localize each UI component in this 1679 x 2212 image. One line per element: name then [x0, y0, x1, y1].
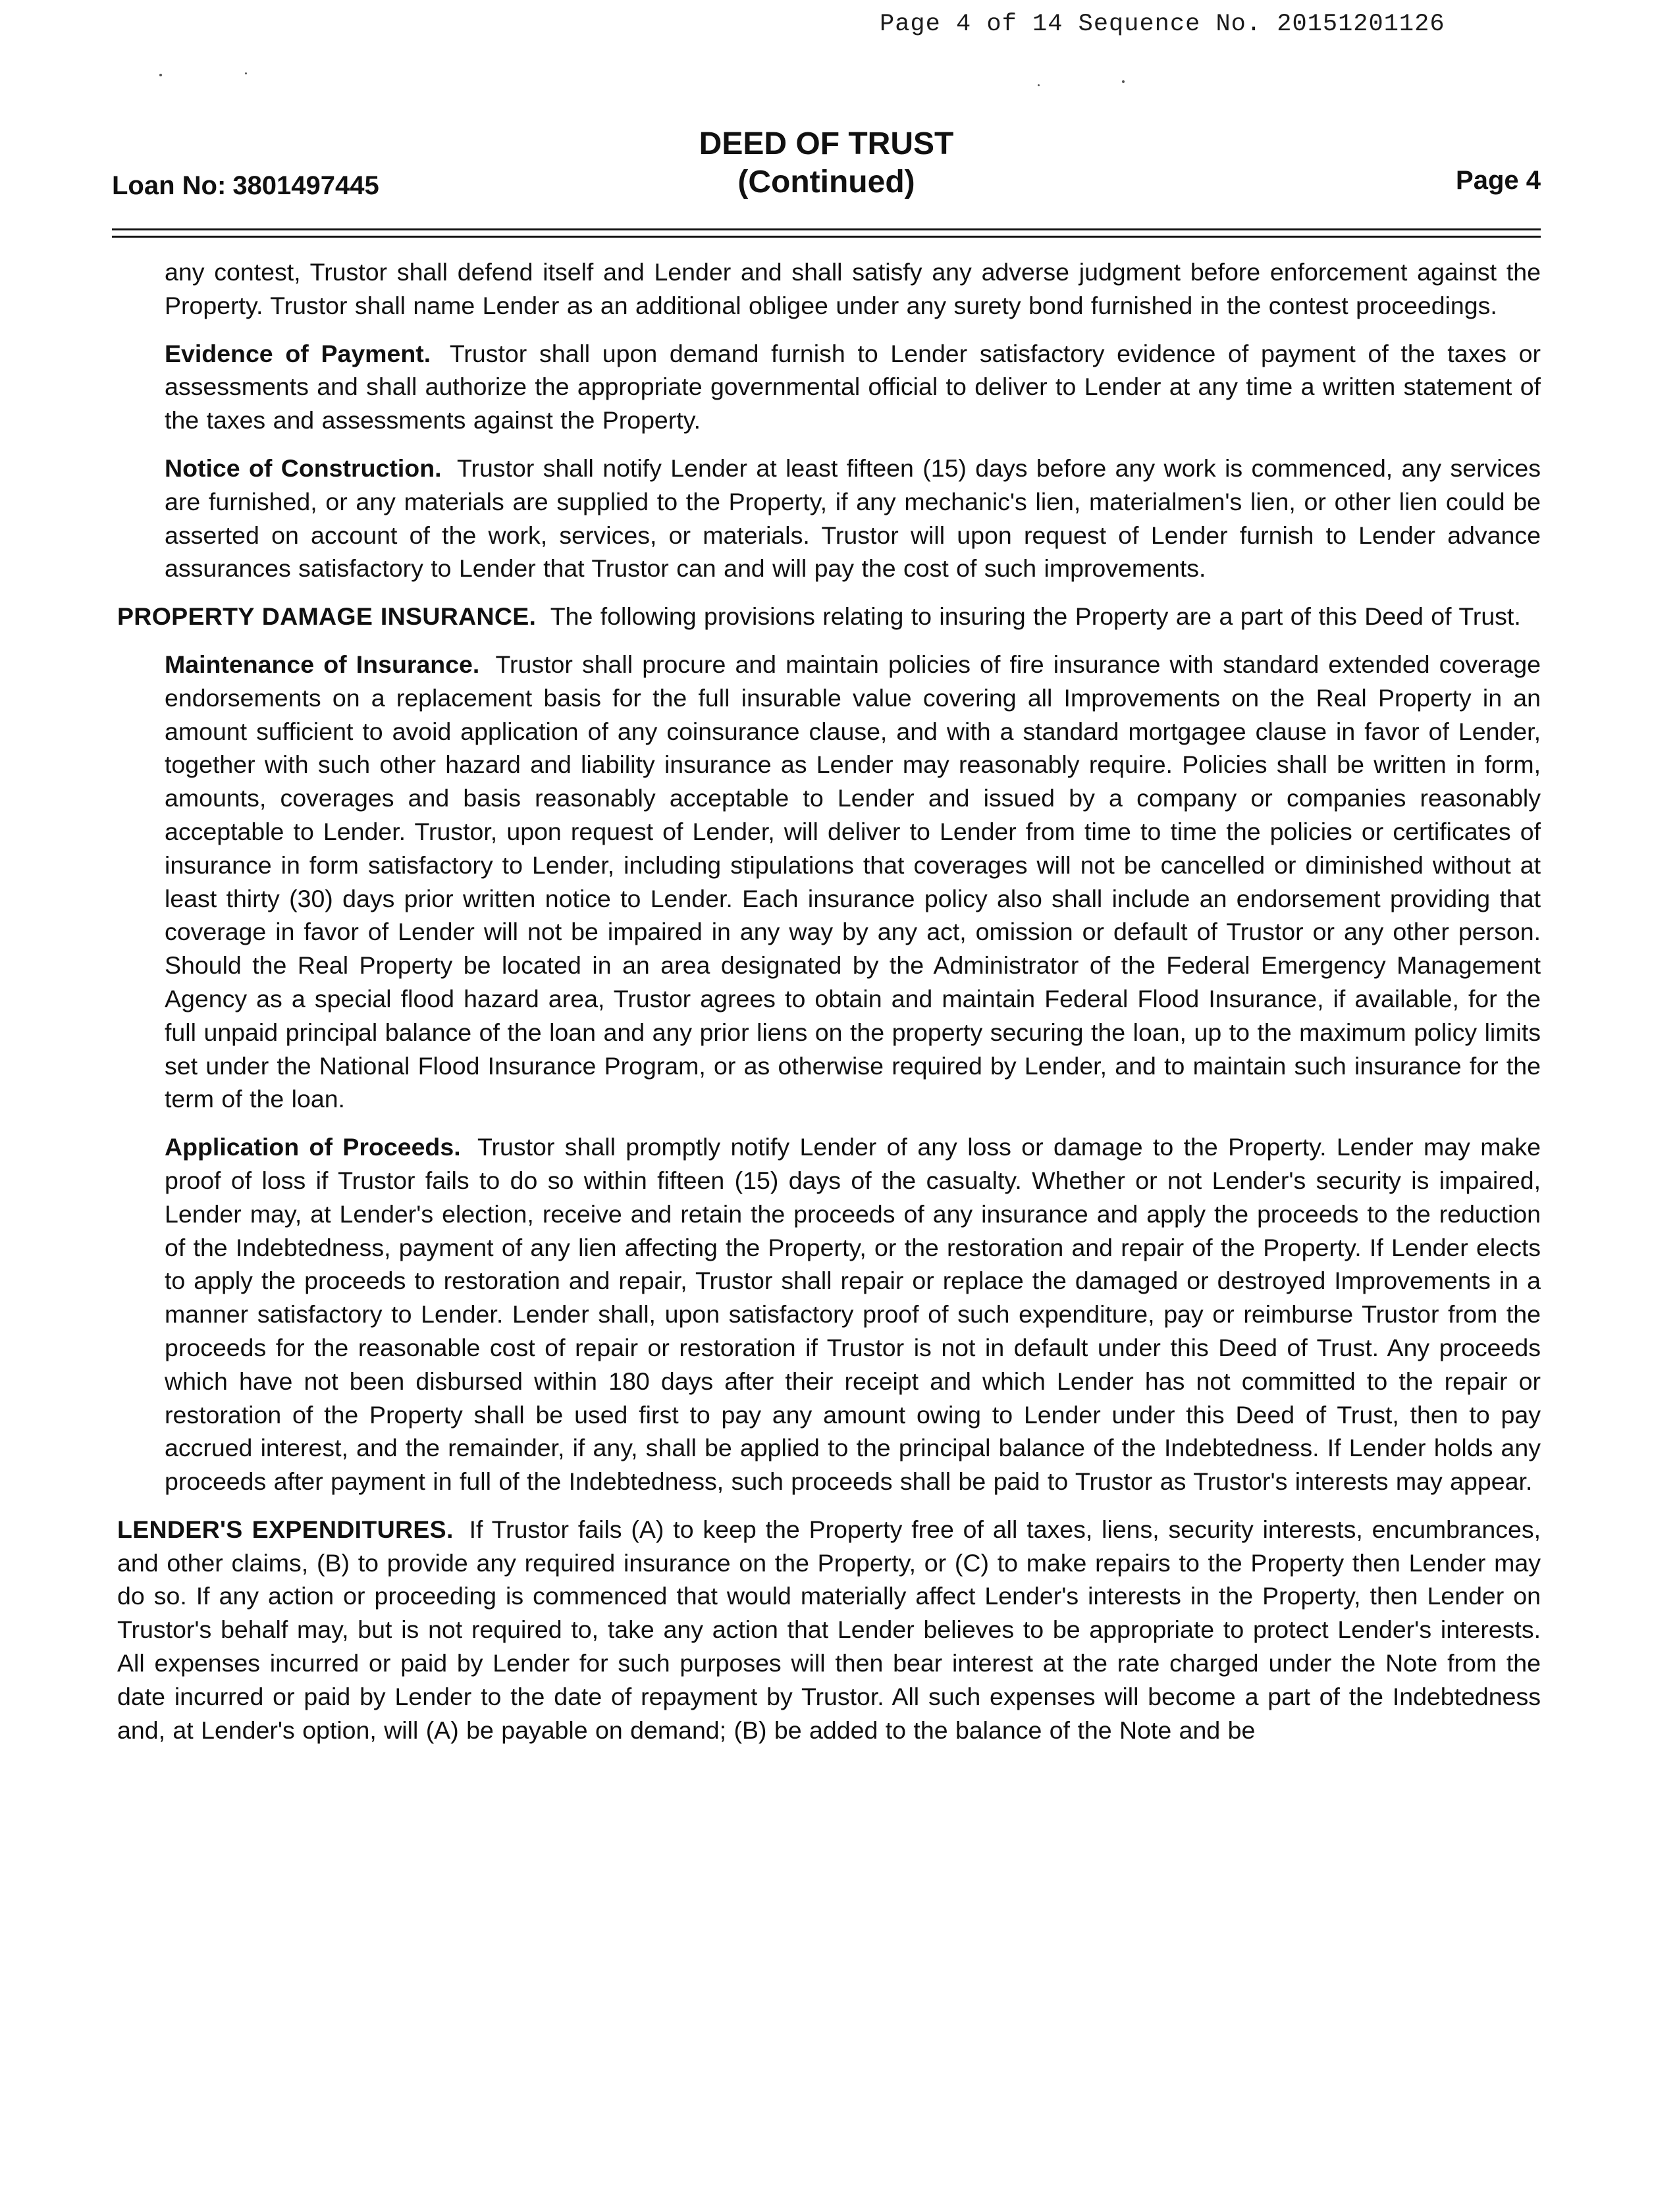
section-text: Trustor shall upon demand furnish to Lender satisfactory evidence of payment of the taxes or assessments and shall authorize the appropriate governmental official to deliver to Lender at any time a written statement of the taxes and assessments against the Property. — [165, 339, 1541, 434]
title-line-2: (Continued) — [737, 165, 915, 199]
loan-number-value: 3801497445 — [232, 171, 379, 200]
section-text: Trustor shall promptly notify Lender of any loss or damage to the Property. Lender may make proof of loss if Trustor fails to do so within fifteen (15) days of the casualty. Whether or not Lender's security is impaired, Lender may, at Lender's election, receive and retain the proceeds of any insurance and apply the proceeds to the reduction of the Indebtedness, payment of any lien affecting the Property, or the restoration and repair of the Property. If Lender elects to apply the proceeds to restoration and repair, Trustor shall repair or replace the damaged or destroyed Improvements in a manner satisfactory to Lender. Lender shall, upon satisfactory proof of such expenditure, pay or reimburse Trustor from the proceeds for the reasonable cost of repair or restoration if Trustor is not in default under this Deed of Trust. Any proceeds which have not been disbursed within 180 days after their receipt and which Lender has not committed to the repair or restoration of the Property shall be used first to pay any amount owing to Lender under this Deed of Trust, then to pay accrued interest, and the remainder, if any, shall be applied to the principal balance of the Indebtedness. If Lender holds any proceeds after payment in full of the Indebtedness, such proceeds shall be paid to Trustor as Trustor's interests may appear. — [165, 1133, 1541, 1496]
section-heading: Evidence of Payment. — [165, 339, 431, 367]
section-text: Trustor shall notify Lender at least fifteen (15) days before any work is commenced, any services are furnished, or any materials are supplied to the Property, if any mechanic's lien, materialmen's lien, or other lien could be asserted on account of the work, services, or materials. Trustor will upon request of Lender furnish to Lender advance assurances satisfactory to Lender that Trustor can and will pay the cost of such improvements. — [165, 454, 1541, 583]
section-text: The following provisions relating to insuring the Property are a part of this Deed of Trust. — [550, 602, 1521, 631]
title-line-1: DEED OF TRUST — [699, 126, 954, 161]
section-heading: PROPERTY DAMAGE INSURANCE. — [117, 602, 537, 631]
document-header — [112, 125, 1541, 211]
section-heading: Maintenance of Insurance. — [165, 650, 480, 678]
page-number: Page 4 — [1456, 166, 1541, 195]
section-text: Trustor shall procure and maintain policies of fire insurance with standard extended coverage endorsements on a replacement basis for the full insurable value covering all Improvements on the Real Property in an amount sufficient to avoid application of any coinsurance clause, and with a standard mortgagee clause in favor of Lender, together with such other hazard and liability insurance as Lender may reasonably require. Policies shall be written in form, amounts, coverages and basis reasonably acceptable to Lender and issued by a company or companies reasonably acceptable to Lender. Trustor, upon request of Lender, will deliver to Lender from time to time the policies or certificates of insurance in form satisfactory to Lender, including stipulations that coverages will not be cancelled or diminished without at least thirty (30) days prior written notice to Lender. Each insurance policy also shall include an endorsement providing that coverage in favor of Lender will not be impaired in any way by any act, omission or default of Trustor or any other person. Should the Real Property be located in an area designated by the Administrator of the Federal Emergency Management Agency as a special flood hazard area, Trustor agrees to obtain and maintain Federal Flood Insurance, if available, for the full unpaid principal balance of the loan and any prior liens on the property securing the loan, up to the maximum policy limits set under the National Flood Insurance Program, or as otherwise required by Lender, and to maintain such insurance for the term of the loan. — [165, 650, 1541, 1113]
paragraph-maintenance-of-insurance — [165, 648, 1541, 1116]
paragraph-notice-of-construction — [165, 452, 1541, 585]
paragraph-lenders-expenditures — [117, 1513, 1541, 1747]
section-heading: Application of Proceeds. — [165, 1133, 461, 1161]
paragraph-contest: any contest, Trustor shall defend itself and Lender and shall satisfy any adverse judgment before enforcement against the Property. Trustor shall name Lender as an additional obligee under any surety bond furnished in the contest proceedings. — [165, 258, 1541, 319]
paragraph-evidence-of-payment — [165, 337, 1541, 437]
paragraph-application-of-proceeds — [165, 1130, 1541, 1498]
document-body — [112, 255, 1541, 1761]
header-rule-bottom — [112, 236, 1541, 238]
section-heading: LENDER'S EXPENDITURES. — [117, 1515, 454, 1543]
loan-number — [112, 171, 379, 201]
section-text: If Trustor fails (A) to keep the Property free of all taxes, liens, security interests, encumbrances, and other claims, (B) to provide any required insurance on the Property, or (C) to make repairs to the Property then Lender may do so. If any action or proceeding is commenced that would materially affect Lender's interests in the Property, then Lender on Trustor's behalf may, but is not required to, take any action that Lender believes to be appropriate to protect Lender's interests. All expenses incurred or paid by Lender for such purposes will then bear interest at the rate charged under the Note from the date incurred or paid by Lender to the date of repayment by Trustor. All such expenses will become a part of the Indebtedness and, at Lender's option, will (A) be payable on demand; (B) be added to the balance of the Note and be — [117, 1515, 1541, 1744]
section-heading: Notice of Construction. — [165, 454, 442, 482]
paragraph-property-damage-insurance — [117, 600, 1541, 633]
loan-number-label: Loan No: — [112, 171, 227, 200]
sequence-stamp: Page 4 of 14 Sequence No. 20151201126 — [880, 11, 1445, 38]
header-rule-top — [112, 228, 1541, 230]
